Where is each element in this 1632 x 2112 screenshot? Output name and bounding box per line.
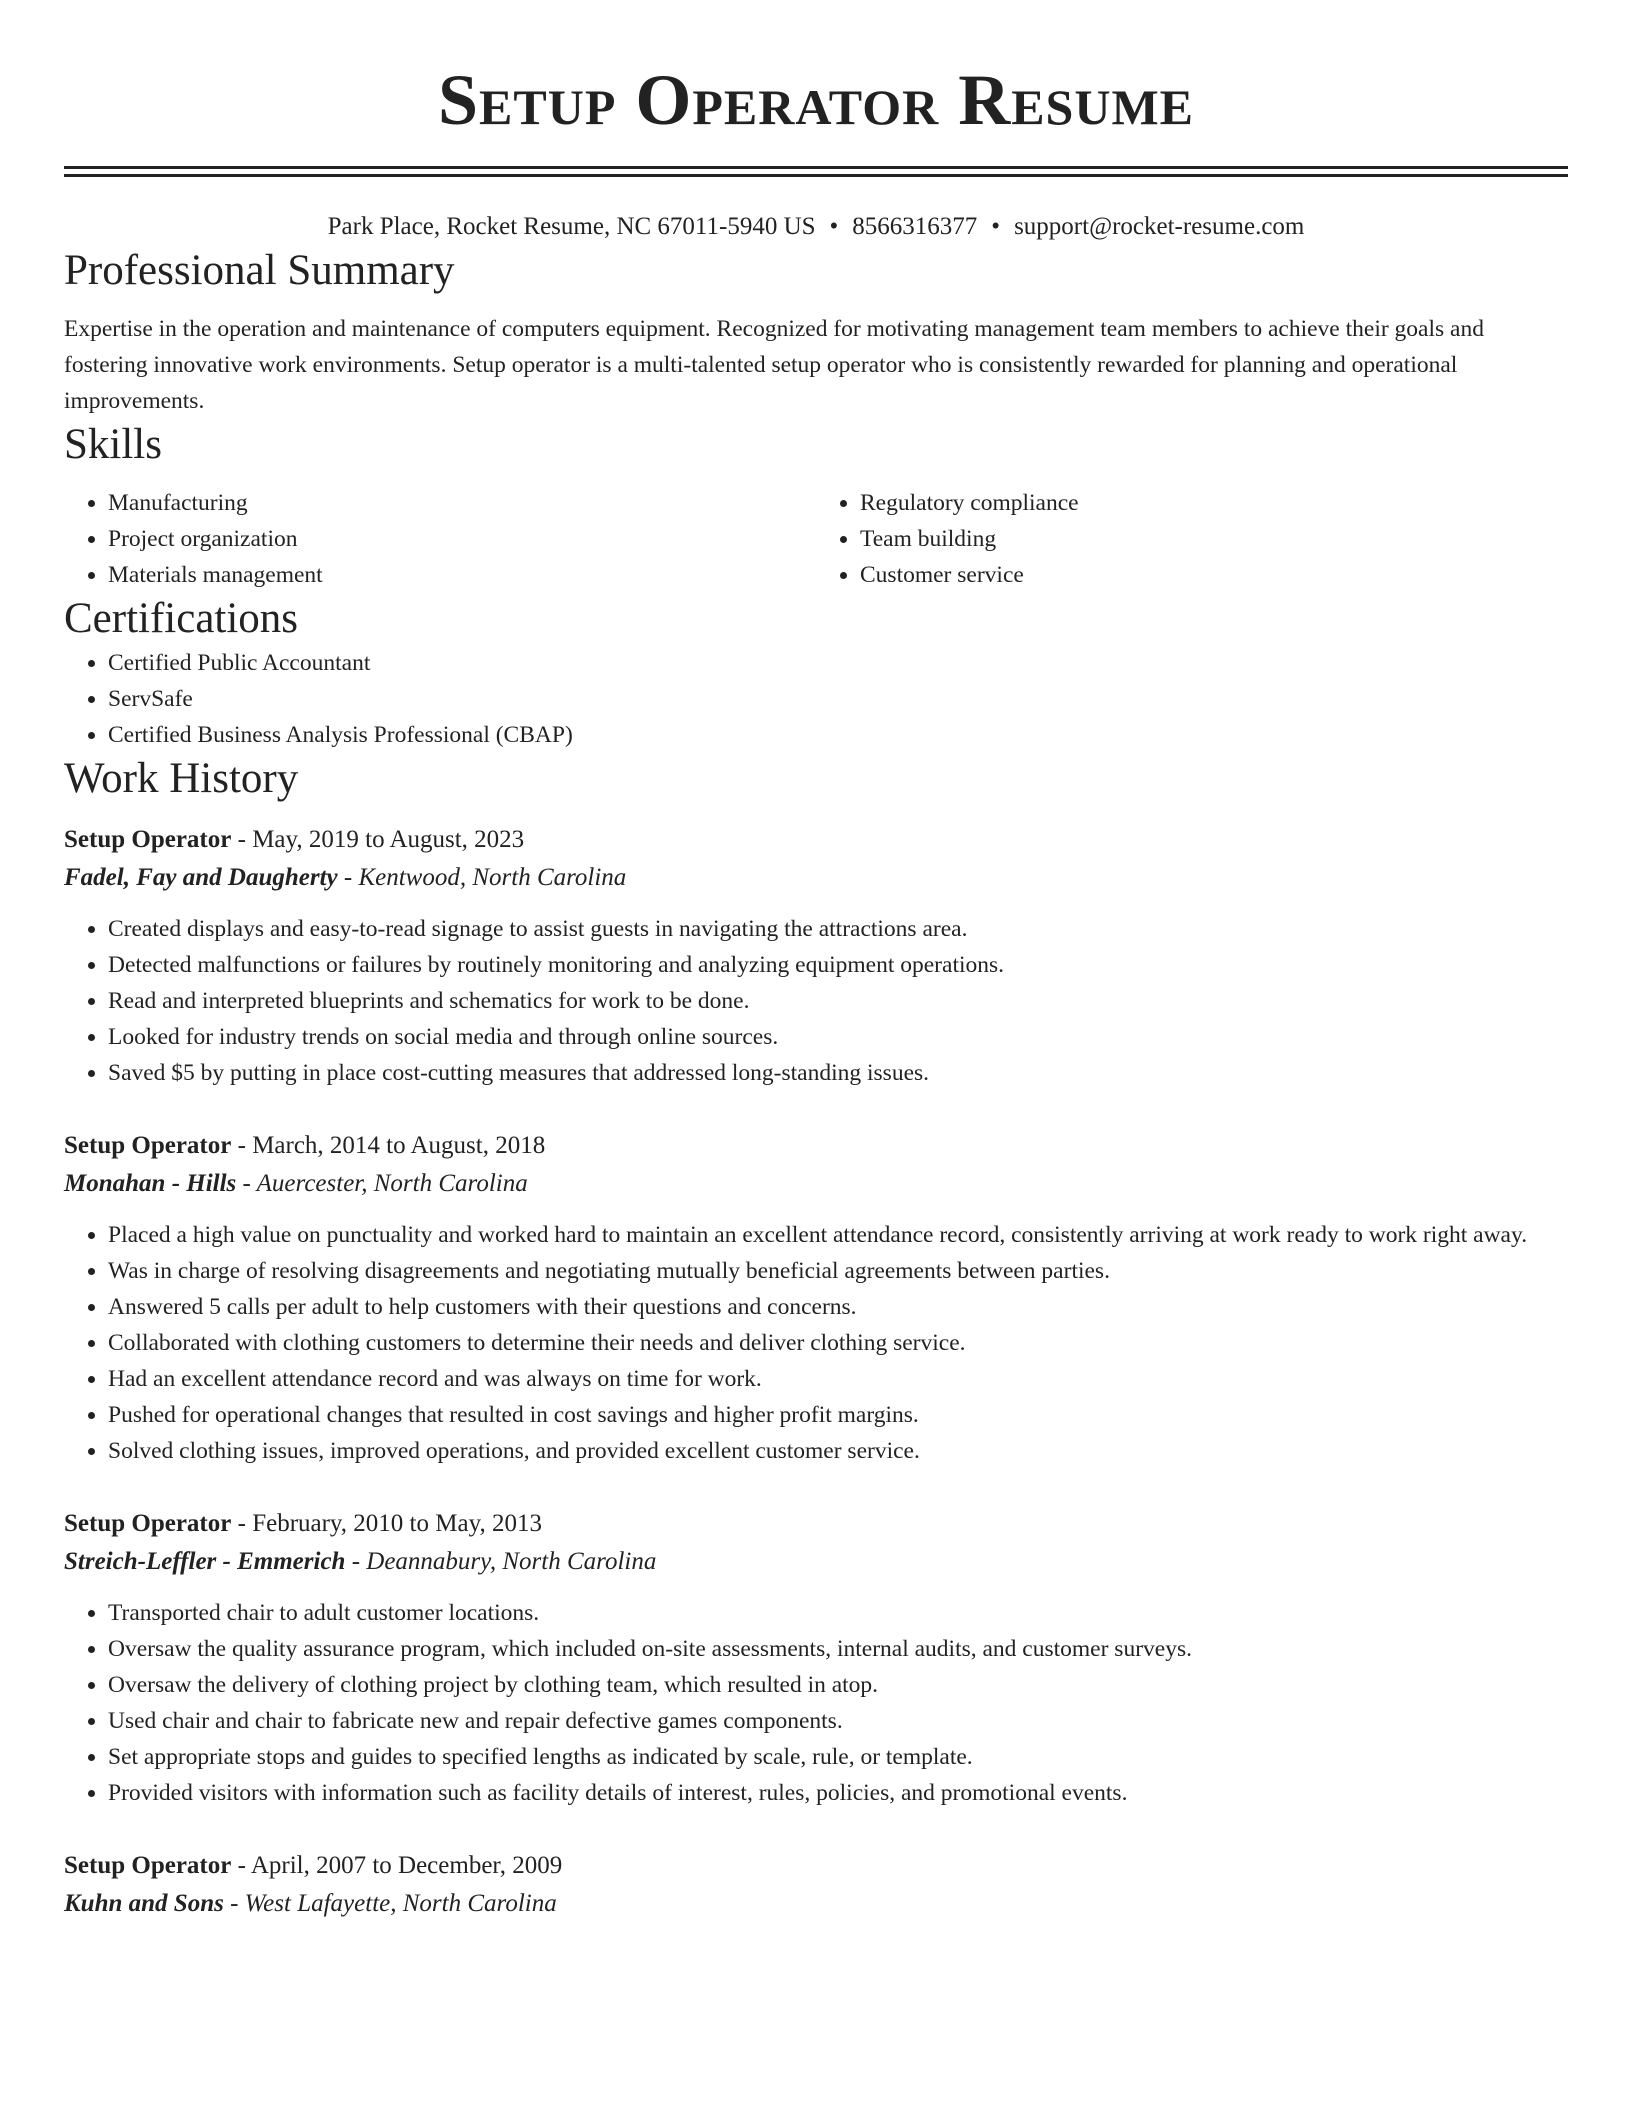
contact-email: support@rocket-resume.com [1014, 213, 1305, 240]
job-company: Monahan - Hills [64, 1170, 237, 1197]
job-bullet: • Detected malfunctions or failures by routinely monitoring and analyzing equipment operations. [108, 947, 1568, 983]
summary-heading: Professional Summary [64, 247, 455, 294]
job-entry [64, 1847, 1568, 1923]
contact-separator: • [829, 213, 839, 240]
skills-list-right [816, 485, 1568, 593]
job-bullet: • Placed a high value on punctuality and worked hard to maintain an excellent attendance record, consistently arriving at work ready to work right away. [108, 1217, 1568, 1253]
job-role: Setup Operator [64, 826, 232, 853]
job-dates: February, 2010 to May, 2013 [252, 1510, 542, 1537]
job-company-line: Monahan - Hills - Auercester, North Carolina [64, 1170, 528, 1197]
job-bullet: • Had an excellent attendance record and was always on time for work. [108, 1361, 1568, 1397]
contact-address: Park Place, Rocket Resume, NC 67011-5940 US [327, 213, 816, 240]
job-bullet: • Collaborated with clothing customers to determine their needs and deliver clothing service. [108, 1325, 1568, 1361]
skill-item: • Regulatory compliance [860, 485, 1568, 521]
job-bullets [64, 911, 1568, 1091]
skill-item: • Materials management [108, 557, 816, 593]
job-role: Setup Operator [64, 1510, 232, 1537]
job-header: Setup Operator - March, 2014 to August, 2018 [64, 1132, 546, 1159]
job-bullet: • Used chair and chair to fabricate new and repair defective games components. [108, 1703, 1568, 1739]
contact-phone: 8566316377 [852, 213, 978, 240]
job-company: Kuhn and Sons [64, 1890, 224, 1917]
work-history-heading: Work History [64, 755, 299, 802]
job-location: Auercester, North Carolina [256, 1170, 528, 1197]
job-company-line: Fadel, Fay and Daugherty - Kentwood, North Carolina [64, 864, 627, 891]
job-company-line: Streich-Leffler - Emmerich - Deannabury, North Carolina [64, 1548, 657, 1575]
job-bullet: • Answered 5 calls per adult to help customers with their questions and concerns. [108, 1289, 1568, 1325]
skills-grid [64, 485, 1568, 593]
job-company-line: Kuhn and Sons - West Lafayette, North Carolina [64, 1890, 557, 1917]
resume-title: Setup Operator Resume [437, 60, 1195, 140]
job-bullet: • Looked for industry trends on social media and through online sources. [108, 1019, 1568, 1055]
job-entry [64, 1127, 1568, 1469]
job-bullet: • Oversaw the delivery of clothing project by clothing team, which resulted in atop. [108, 1667, 1568, 1703]
job-entry [64, 1505, 1568, 1811]
job-bullet: • Provided visitors with information such as facility details of interest, rules, policies, and promotional events. [108, 1775, 1568, 1811]
job-company: Streich-Leffler - Emmerich [64, 1548, 346, 1575]
job-dates: March, 2014 to August, 2018 [252, 1132, 546, 1159]
job-bullet: • Saved $5 by putting in place cost-cutting measures that addressed long-standing issues. [108, 1055, 1568, 1091]
job-bullet: • Was in charge of resolving disagreements and negotiating mutually beneficial agreements between parties. [108, 1253, 1568, 1289]
job-location: West Lafayette, North Carolina [244, 1890, 557, 1917]
skills-heading: Skills [64, 421, 162, 468]
job-role: Setup Operator [64, 1132, 232, 1159]
title-double-rule [64, 166, 1568, 177]
job-role: Setup Operator [64, 1852, 232, 1879]
skills-list-left [64, 485, 816, 593]
contact-line [64, 209, 1568, 245]
job-bullet: • Set appropriate stops and guides to specified lengths as indicated by scale, rule, or template. [108, 1739, 1568, 1775]
job-header: Setup Operator - May, 2019 to August, 2023 [64, 826, 525, 853]
job-dates: May, 2019 to August, 2023 [252, 826, 525, 853]
certifications-heading: Certifications [64, 595, 299, 642]
job-bullet: • Created displays and easy-to-read signage to assist guests in navigating the attractions area. [108, 911, 1568, 947]
skill-item: • Project organization [108, 521, 816, 557]
job-header: Setup Operator - February, 2010 to May, 2013 [64, 1510, 542, 1537]
job-location: Kentwood, North Carolina [358, 864, 627, 891]
certification-item: • Certified Business Analysis Professional (CBAP) [108, 717, 1568, 753]
job-bullet: • Oversaw the quality assurance program, which included on-site assessments, internal audits, and customer surveys. [108, 1631, 1568, 1667]
job-bullets [64, 1595, 1568, 1811]
skill-item: • Customer service [860, 557, 1568, 593]
job-bullet: • Read and interpreted blueprints and schematics for work to be done. [108, 983, 1568, 1019]
job-header: Setup Operator - April, 2007 to December, 2009 [64, 1852, 563, 1879]
certification-item: • Certified Public Accountant [108, 645, 1568, 681]
certifications-list [64, 645, 1568, 753]
job-bullet: • Transported chair to adult customer locations. [108, 1595, 1568, 1631]
job-location: Deannabury, North Carolina [366, 1548, 657, 1575]
contact-separator: • [991, 213, 1001, 240]
job-bullet: • Solved clothing issues, improved operations, and provided excellent customer service. [108, 1433, 1568, 1469]
job-company: Fadel, Fay and Daugherty [64, 864, 338, 891]
summary-text: Expertise in the operation and maintenance of computers equipment. Recognized for motivating management team members to achieve their goals and fostering innovative work environments. Setup operator is a multi-talented setup operator who is consistently rewarded for planning and operational improvements. [64, 316, 1484, 414]
job-bullets [64, 1217, 1568, 1469]
job-entry [64, 821, 1568, 1091]
job-bullet: • Pushed for operational changes that resulted in cost savings and higher profit margins. [108, 1397, 1568, 1433]
skill-item: • Manufacturing [108, 485, 816, 521]
job-dates: April, 2007 to December, 2009 [250, 1852, 563, 1879]
skill-item: • Team building [860, 521, 1568, 557]
certification-item: • ServSafe [108, 681, 1568, 717]
